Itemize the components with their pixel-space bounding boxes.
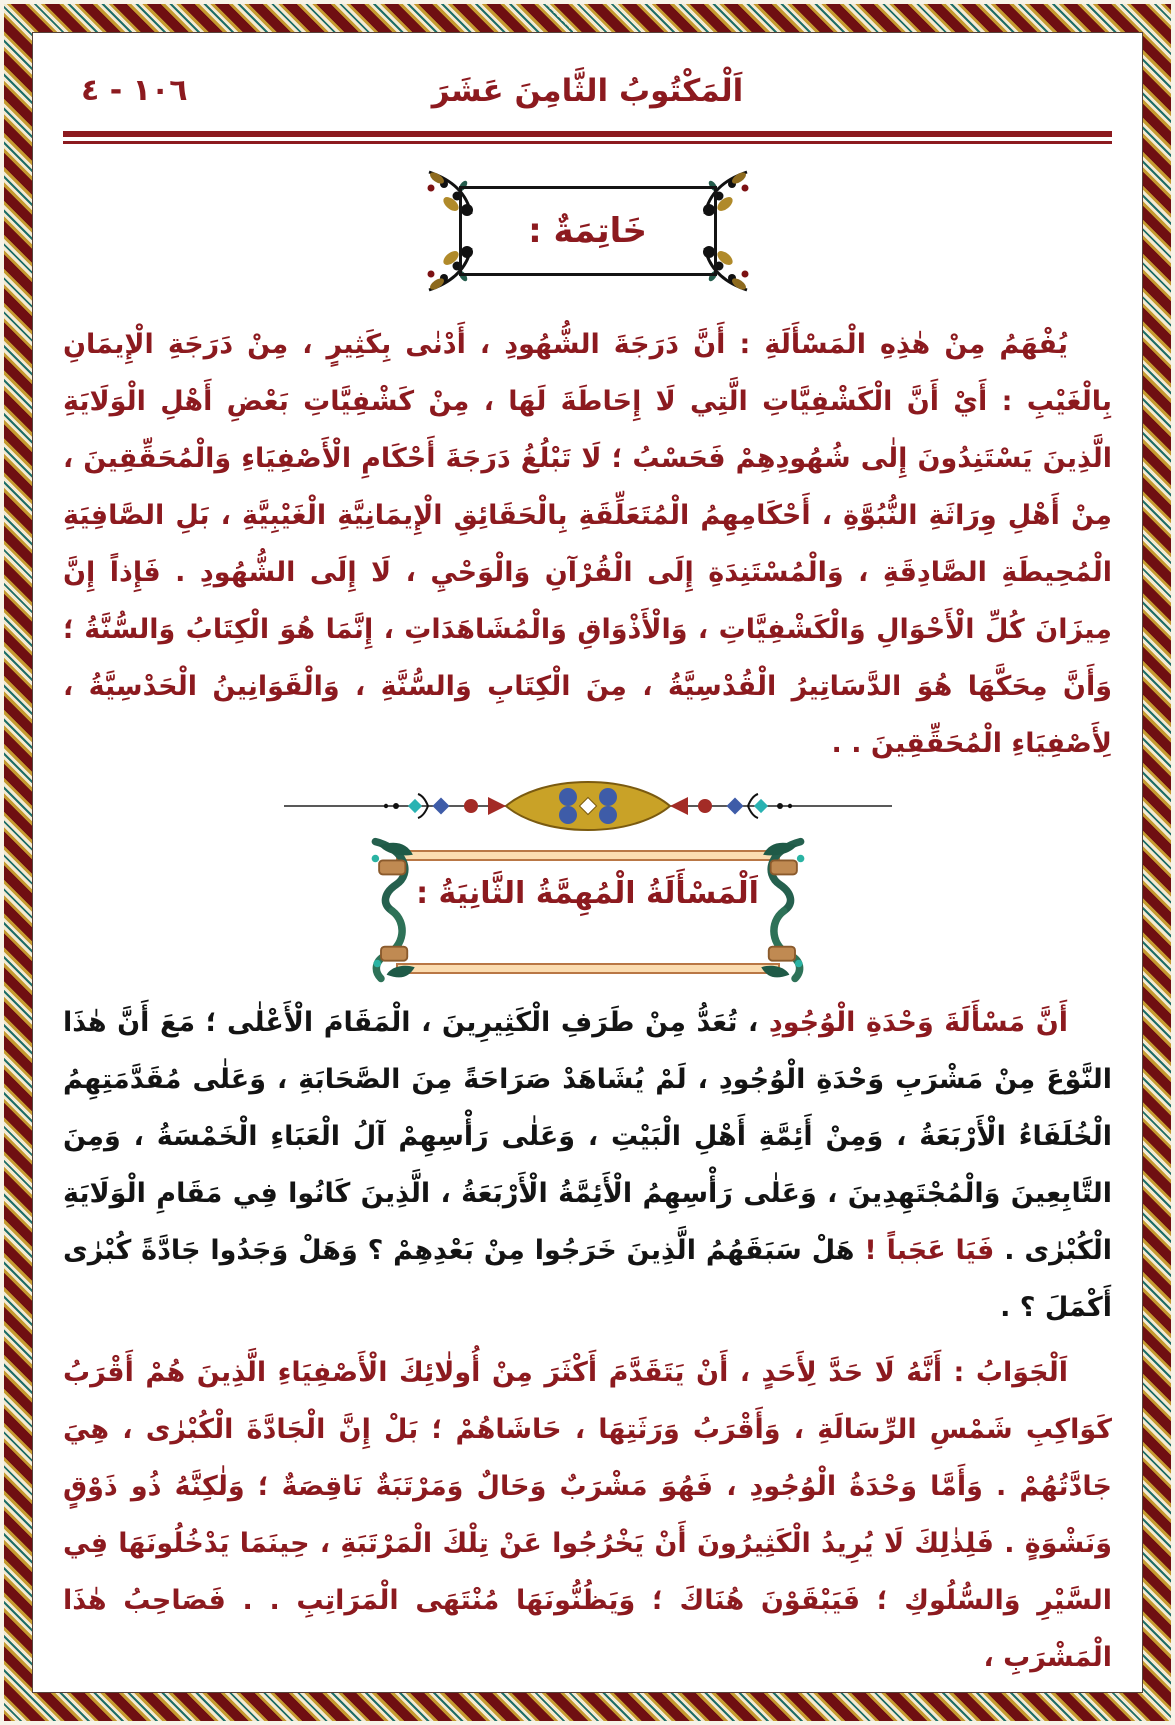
section-heading: اَلْمَسْأَلَةُ الْمُهِمَّةُ الثَّانِيَةُ : bbox=[416, 876, 759, 911]
paragraph-conclusion: يُفْهَمُ مِنْ هٰذِهِ الْمَسْأَلَةِ : أَنَّ دَرَجَةَ الشُّهُودِ ، أَدْنٰى بِكَثِيرٍ ، مِنْ دَرَجَةِ الْإِيمَانِ بِالْغَيْبِ : أَيْ أَنَّ الْكَشْفِيَّاتِ الَّتِي لَا إِحَاطَةَ لَهَا ، مِنْ كَشْفِيَّاتِ بَعْضِ أَهْلِ الْوَلَايَةِ الَّذِينَ يَسْتَنِدُونَ إِلٰى شُهُودِهِمْ فَحَسْبُ ؛ لَا تَبْلُغُ دَرَجَةَ أَحْكَامِ الْأَصْفِيَاءِ وَالْمُحَقِّقِينَ ، مِنْ أَهْلِ وِرَاثَةِ النُّبُوَّةِ ، أَحْكَامِهِمُ الْمُتَعَلِّقَةِ بِالْحَقَائِقِ الْإِيمَانِيَّةِ الْغَيْبِيَّةِ ، بَلِ الصَّافِيَةِ الْمُحِيطَةِ الصَّادِقَةِ ، وَالْمُسْتَنِدَةِ إِلَى الْقُرْآنِ وَالْوَحْيِ ، لَا إِلَى الشُّهُودِ . فَإِذاً إِنَّ مِيزَانَ كُلِّ الْأَحْوَالِ وَالْكَشْفِيَّاتِ ، وَالْأَذْوَاقِ وَالْمُشَاهَدَاتِ ، إِنَّمَا هُوَ الْكِتَابُ وَالسُّنَّةُ ؛ وَأَنَّ مِحَكَّهَا هُوَ الدَّسَاتِيرُ الْقُدْسِيَّةُ ، مِنَ الْكِتَابِ وَالسُّنَّةِ ، وَالْقَوَانِينُ الْحَدْسِيَّةُ ، لِأَصْفِيَاءِ الْمُحَقِّقِينَ . . bbox=[63, 329, 1112, 759]
section-divider-ornament-icon bbox=[278, 776, 898, 834]
paragraph-second-issue: أَنَّ مَسْأَلَةَ وَحْدَةِ الْوُجُودِ ، تُعَدُّ مِنْ طَرَفِ الْكَثِيرِينَ ، الْمَقَامَ الْأَعْلٰى ؛ مَعَ أَنَّ هٰذَا النَّوْعَ مِنْ مَشْرَبِ وَحْدَةِ الْوُجُودِ ، لَمْ يُشَاهَدْ صَرَاحَةً مِنَ الصَّحَابَةِ ، وَعَلٰى مُقَدَّمَتِهِمُ الْخُلَفَاءُ الْأَرْبَعَةُ ، وَمِنْ أَئِمَّةِ أَهْلِ الْبَيْتِ ، وَعَلٰى رَأْسِهِمْ آلُ الْعَبَاءِ الْخَمْسَةُ ، وَمِنَ التَّابِعِينَ وَالْمُجْتَهِدِينَ ، وَعَلٰى رَأْسِهِمُ الْأَئِمَّةُ الْأَرْبَعَةُ ، الَّذِينَ كَانُوا فِي مَقَامِ الْوَلَايَةِ الْكُبْرٰى . فَيَا عَجَباً ! هَلْ سَبَقَهُمُ الَّذِينَ خَرَجُوا مِنْ بَعْدِهِمْ ؟ وَهَلْ وَجَدُوا جَادَّةً كُبْرٰى أَكْمَلَ ؟ . bbox=[63, 1007, 1112, 1323]
conclusion-frame-box bbox=[459, 186, 717, 276]
conclusion-frame bbox=[423, 170, 753, 292]
conclusion-label: خَاتِمَةٌ : bbox=[528, 211, 647, 251]
page-header bbox=[63, 65, 1112, 117]
section-heading-banner bbox=[370, 836, 806, 986]
page-number: ١٠٦ - ٤ bbox=[81, 73, 188, 108]
paragraph-answer: اَلْجَوَابُ : أَنَّهُ لَا حَدَّ لِأَحَدٍ ، أَنْ يَتَقَدَّمَ أَكْثَرَ مِنْ أُولٰائِكَ الْأَصْفِيَاءِ الَّذِينَ هُمْ أَقْرَبُ كَوَاكِبِ شَمْسِ الرِّسَالَةِ ، وَأَقْرَبُ وَرَثَتِهَا ، حَاشَاهُمْ ؛ بَلْ إِنَّ الْجَادَّةَ الْكُبْرٰى ، هِيَ جَادَّتُهُمْ . وَأَمَّا وَحْدَةُ الْوُجُودِ ، فَهُوَ مَشْرَبٌ وَحَالٌ وَمَرْتَبَةٌ نَاقِصَةٌ ؛ وَلٰكِنَّهُ ذُو ذَوْقٍ وَنَشْوَةٍ . فَلِذٰلِكَ لَا يُرِيدُ الْكَثِيرُونَ أَنْ يَخْرُجُوا عَنْ تِلْكَ الْمَرْتَبَةِ ، حِينَمَا يَدْخُلُونَهَا فِي السَّيْرِ وَالسُّلُوكِ ؛ فَيَبْقَوْنَ هُنَاكَ ؛ وَيَظُنُّونَهَا مُنْتَهَى الْمَرَاتِبِ . . فَصَاحِبُ هٰذَا الْمَشْرَبِ ، bbox=[63, 1357, 1112, 1673]
header-rule-thick bbox=[63, 131, 1112, 137]
banner-bottom-bar bbox=[396, 963, 780, 974]
banner-top-bar bbox=[396, 850, 780, 861]
header-rule-thin bbox=[63, 141, 1112, 144]
page-sheet bbox=[32, 32, 1143, 1693]
chapter-title: اَلْمَكْتُوبُ الثَّامِنَ عَشَرَ bbox=[431, 73, 744, 109]
